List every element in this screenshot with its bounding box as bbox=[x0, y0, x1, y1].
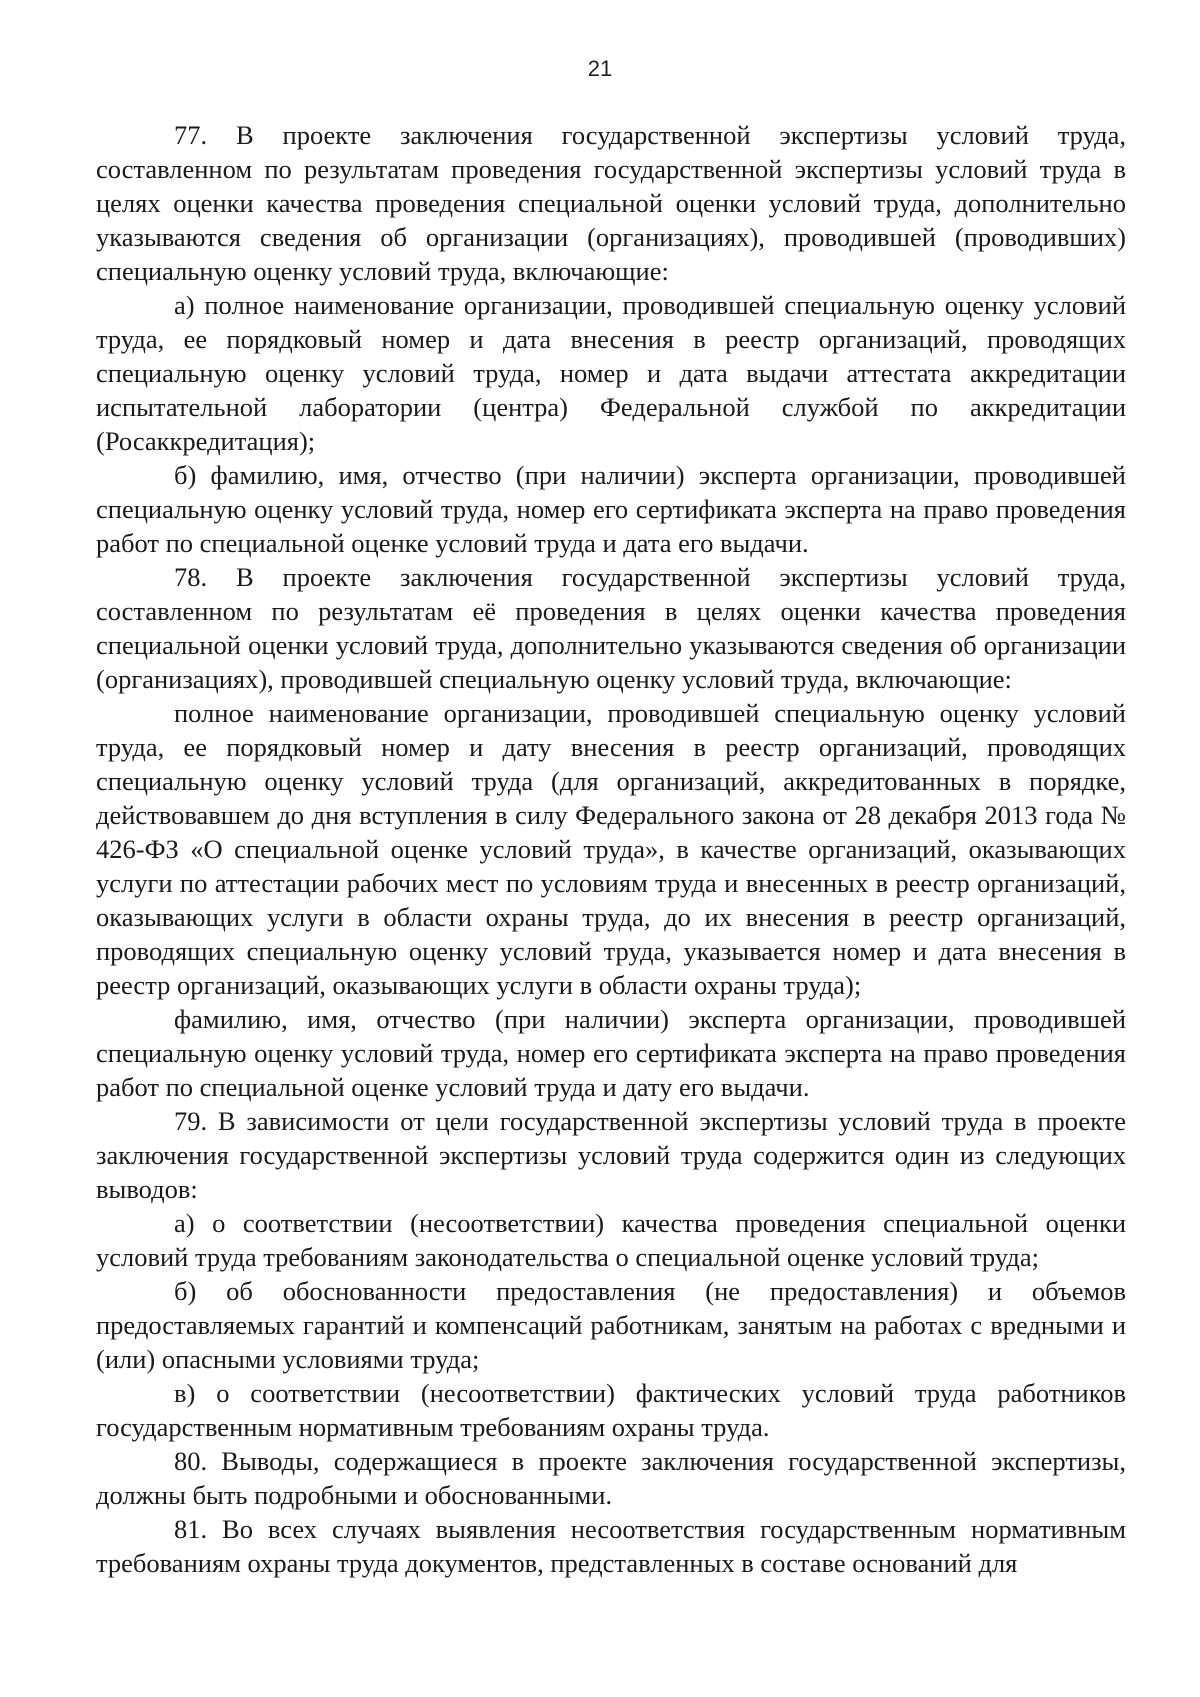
paragraph-78-item-1: полное наименование организации, проводившей специальную оценку условий труда, ее порядковый номер и дату внесения в реестр организаций, проводящих специальную оценку условий труда (для организаций, аккредитованных в порядке, действовавшем до дня вступления в силу Федерального закона от 28 декабря 2013 года № 426-ФЗ «О специальной оценке условий труда», в качестве организаций, оказывающих услуги по аттестации рабочих мест по условиям труда и внесенных в реестр организаций, оказывающих услуги в области охраны труда, до их внесения в реестр организаций, проводящих специальную оценку условий труда, указывается номер и дата внесения в реестр организаций, оказывающих услуги в области охраны труда); bbox=[96, 698, 1126, 1000]
paragraph-79-item-b: б) об обоснованности предоставления (не предоставления) и объемов предоставляемых гарантий и компенсаций работникам, занятым на работах с вредными и (или) опасными условиями труда; bbox=[96, 1276, 1126, 1374]
paragraph-78-item-2: фамилию, имя, отчество (при наличии) эксперта организации, проводившей специальную оценку условий труда, номер его сертификата эксперта на право проведения работ по специальной оценке условий труда и дату его выдачи. bbox=[96, 1004, 1126, 1102]
page-number: 21 bbox=[587, 56, 613, 81]
paragraph-80: 80. Выводы, содержащиеся в проекте заключения государственной экспертизы, должны быть подробными и обоснованными. bbox=[96, 1446, 1126, 1510]
paragraph-81: 81. Во всех случаях выявления несоответствия государственным нормативным требованиям охраны труда документов, представленных в составе оснований для bbox=[96, 1514, 1126, 1578]
paragraph-79-item-a: а) о соответствии (несоответствии) качества проведения специальной оценки условий труда требованиям законодательства о специальной оценке условий труда; bbox=[96, 1208, 1126, 1272]
paragraph-78: 78. В проекте заключения государственной экспертизы условий труда, составленном по результатам её проведения в целях оценки качества проведения специальной оценки условий труда, дополнительно указываются сведения об организации (организациях), проводившей специальную оценку условий труда, включающие: bbox=[96, 562, 1126, 694]
paragraph-77-item-a: а) полное наименование организации, проводившей специальную оценку условий труда, ее порядковый номер и дата внесения в реестр организаций, проводящих специальную оценку условий труда, номер и дата выдачи аттестата аккредитации испытательной лаборатории (центра) Федеральной службой по аккредитации (Росаккредитация); bbox=[96, 290, 1126, 456]
paragraph-79-item-c: в) о соответствии (несоответствии) фактических условий труда работников государственным нормативным требованиям охраны труда. bbox=[96, 1378, 1126, 1442]
document-body bbox=[96, 118, 1126, 1580]
paragraph-77-item-b: б) фамилию, имя, отчество (при наличии) эксперта организации, проводившей специальную оценку условий труда, номер его сертификата эксперта на право проведения работ по специальной оценке условий труда и дата его выдачи. bbox=[96, 460, 1126, 558]
paragraph-79: 79. В зависимости от цели государственной экспертизы условий труда в проекте заключения государственной экспертизы условий труда содержится один из следующих выводов: bbox=[96, 1106, 1126, 1204]
paragraph-77: 77. В проекте заключения государственной экспертизы условий труда, составленном по результатам проведения государственной экспертизы условий труда в целях оценки качества проведения специальной оценки условий труда, дополнительно указываются сведения об организации (организациях), проводившей (проводивших) специальную оценку условий труда, включающие: bbox=[96, 120, 1126, 286]
